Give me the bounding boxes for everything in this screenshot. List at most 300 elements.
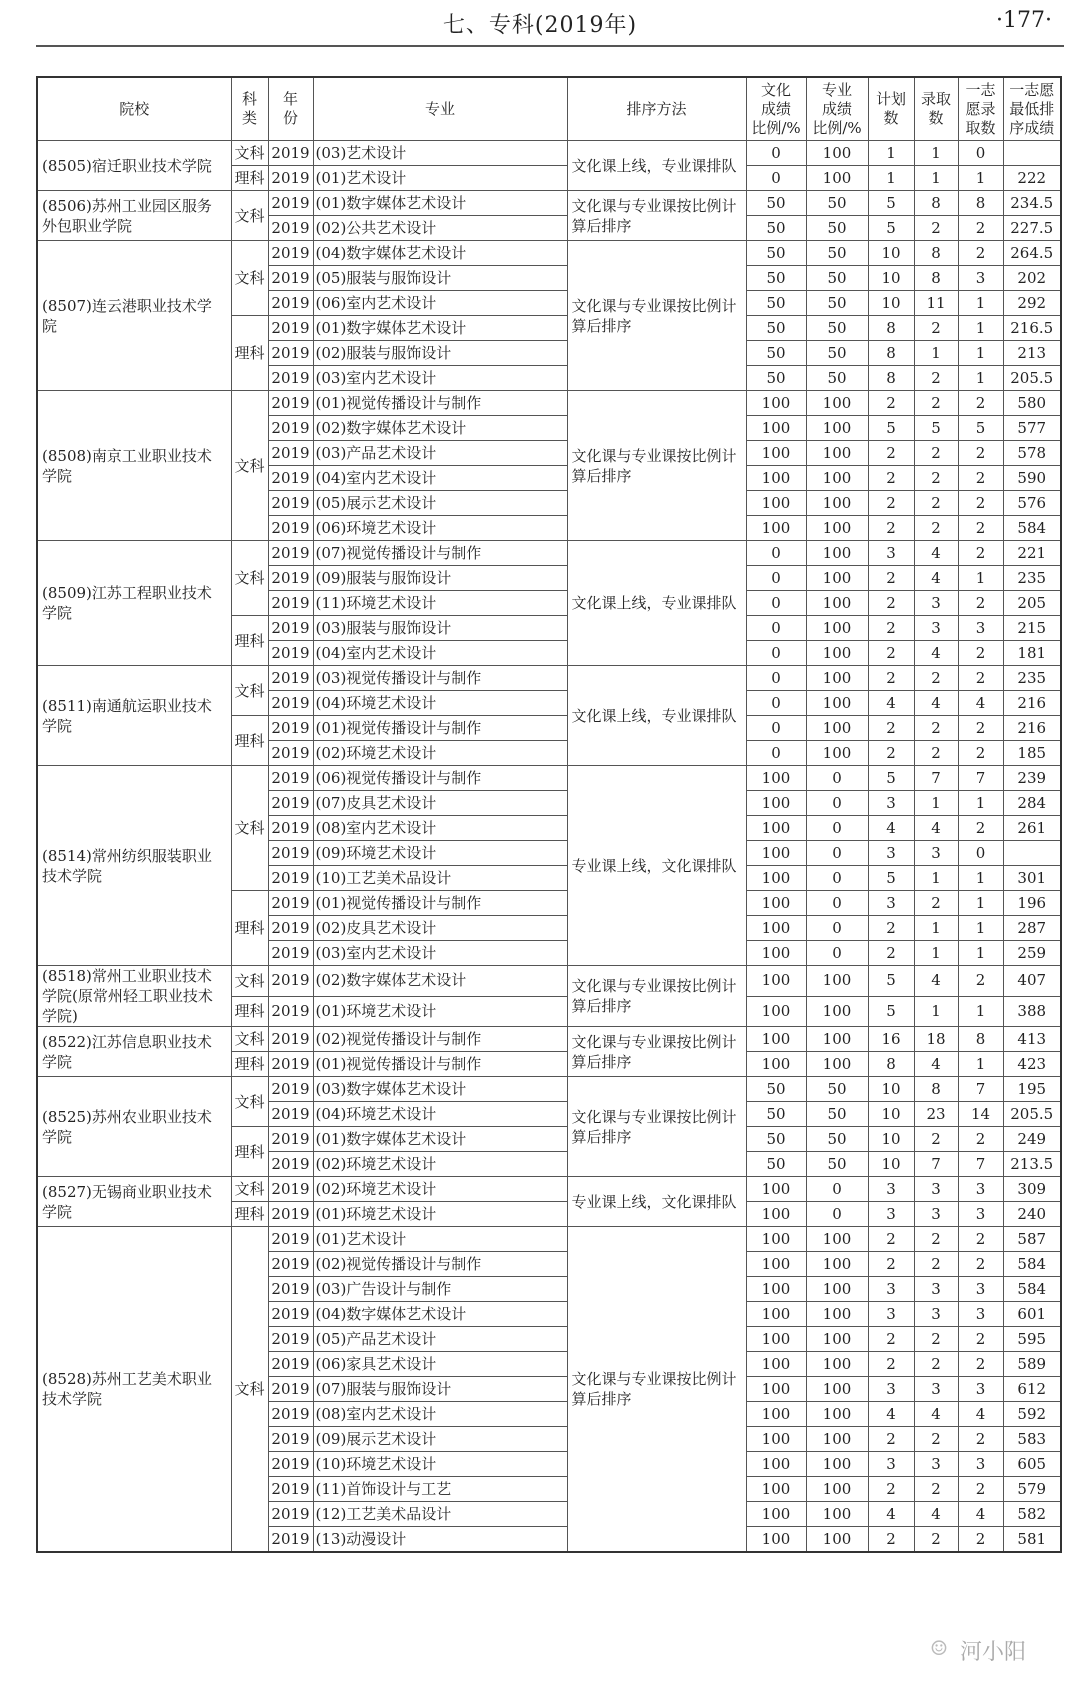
major-cell: (02)公共艺术设计 bbox=[313, 216, 567, 241]
first-choice-admitted-cell: 2 bbox=[958, 441, 1003, 466]
admitted-cell: 2 bbox=[914, 1127, 958, 1152]
first-choice-admitted-cell: 2 bbox=[958, 1127, 1003, 1152]
major-cell: (04)数字媒体艺术设计 bbox=[313, 241, 567, 266]
first-choice-admitted-cell: 2 bbox=[958, 1252, 1003, 1277]
admitted-cell: 4 bbox=[914, 1052, 958, 1077]
admitted-cell: 3 bbox=[914, 841, 958, 866]
plan-cell: 3 bbox=[868, 1377, 914, 1402]
plan-cell: 2 bbox=[868, 666, 914, 691]
plan-cell: 3 bbox=[868, 1177, 914, 1202]
plan-cell: 3 bbox=[868, 1302, 914, 1327]
col-major-ratio-header: 专业 成绩 比例/% bbox=[806, 77, 868, 141]
plan-cell: 16 bbox=[868, 1027, 914, 1052]
first-choice-admitted-cell: 4 bbox=[958, 1402, 1003, 1427]
major-cell: (02)皮具艺术设计 bbox=[313, 916, 567, 941]
culture-ratio-cell: 100 bbox=[746, 1227, 806, 1252]
culture-ratio-cell: 0 bbox=[746, 666, 806, 691]
year-cell: 2019 bbox=[268, 766, 313, 791]
watermark-text: 河小阳 bbox=[960, 1640, 1027, 1665]
culture-ratio-cell: 50 bbox=[746, 216, 806, 241]
first-choice-min-score-cell: 292 bbox=[1003, 291, 1061, 316]
major-ratio-cell: 100 bbox=[806, 741, 868, 766]
plan-cell: 2 bbox=[868, 566, 914, 591]
subject-type: 文科 bbox=[231, 191, 268, 241]
first-choice-admitted-cell: 2 bbox=[958, 666, 1003, 691]
major-cell: (02)环境艺术设计 bbox=[313, 1177, 567, 1202]
first-choice-admitted-cell: 3 bbox=[958, 1452, 1003, 1477]
admitted-cell: 3 bbox=[914, 1202, 958, 1227]
plan-cell: 10 bbox=[868, 1102, 914, 1127]
plan-cell: 1 bbox=[868, 141, 914, 166]
first-choice-admitted-cell: 1 bbox=[958, 996, 1003, 1027]
admitted-cell: 2 bbox=[914, 666, 958, 691]
subject-type: 理科 bbox=[231, 1052, 268, 1077]
major-cell: (04)室内艺术设计 bbox=[313, 641, 567, 666]
admitted-cell: 8 bbox=[914, 241, 958, 266]
plan-cell: 8 bbox=[868, 366, 914, 391]
plan-cell: 2 bbox=[868, 1352, 914, 1377]
first-choice-admitted-cell: 1 bbox=[958, 891, 1003, 916]
plan-cell: 2 bbox=[868, 616, 914, 641]
culture-ratio-cell: 100 bbox=[746, 766, 806, 791]
plan-cell: 3 bbox=[868, 791, 914, 816]
major-ratio-cell: 100 bbox=[806, 391, 868, 416]
school-name: (8522)江苏信息职业技术学院 bbox=[37, 1027, 231, 1077]
year-cell: 2019 bbox=[268, 1377, 313, 1402]
table-row bbox=[37, 1177, 1061, 1202]
first-choice-min-score-cell: 581 bbox=[1003, 1527, 1061, 1553]
sort-method: 文化课与专业课按比例计算后排序 bbox=[567, 966, 746, 1027]
culture-ratio-cell: 0 bbox=[746, 591, 806, 616]
first-choice-min-score-cell: 589 bbox=[1003, 1352, 1061, 1377]
culture-ratio-cell: 100 bbox=[746, 1027, 806, 1052]
first-choice-admitted-cell: 3 bbox=[958, 266, 1003, 291]
year-cell: 2019 bbox=[268, 566, 313, 591]
year-cell: 2019 bbox=[268, 491, 313, 516]
major-ratio-cell: 100 bbox=[806, 1452, 868, 1477]
major-cell: (09)服装与服饰设计 bbox=[313, 566, 567, 591]
year-cell: 2019 bbox=[268, 1527, 313, 1553]
first-choice-min-score-cell: 583 bbox=[1003, 1427, 1061, 1452]
major-ratio-cell: 100 bbox=[806, 716, 868, 741]
first-choice-min-score-cell: 584 bbox=[1003, 1277, 1061, 1302]
first-choice-min-score-cell: 580 bbox=[1003, 391, 1061, 416]
major-ratio-cell: 100 bbox=[806, 1052, 868, 1077]
first-choice-min-score-cell: 259 bbox=[1003, 941, 1061, 966]
culture-ratio-cell: 100 bbox=[746, 1252, 806, 1277]
year-cell: 2019 bbox=[268, 1327, 313, 1352]
first-choice-min-score-cell: 205.5 bbox=[1003, 366, 1061, 391]
plan-cell: 5 bbox=[868, 766, 914, 791]
plan-cell: 8 bbox=[868, 341, 914, 366]
major-cell: (01)艺术设计 bbox=[313, 166, 567, 191]
year-cell: 2019 bbox=[268, 1477, 313, 1502]
admitted-cell: 2 bbox=[914, 716, 958, 741]
plan-cell: 3 bbox=[868, 841, 914, 866]
culture-ratio-cell: 100 bbox=[746, 1177, 806, 1202]
major-ratio-cell: 100 bbox=[806, 1527, 868, 1553]
first-choice-min-score-cell: 413 bbox=[1003, 1027, 1061, 1052]
table-row bbox=[37, 191, 1061, 216]
year-cell: 2019 bbox=[268, 1102, 313, 1127]
year-cell: 2019 bbox=[268, 166, 313, 191]
plan-cell: 2 bbox=[868, 1327, 914, 1352]
school-name: (8506)苏州工业园区服务外包职业学院 bbox=[37, 191, 231, 241]
plan-cell: 2 bbox=[868, 466, 914, 491]
major-cell: (03)室内艺术设计 bbox=[313, 941, 567, 966]
year-cell: 2019 bbox=[268, 1227, 313, 1252]
first-choice-admitted-cell: 1 bbox=[958, 916, 1003, 941]
admitted-cell: 3 bbox=[914, 1452, 958, 1477]
plan-cell: 2 bbox=[868, 641, 914, 666]
year-cell: 2019 bbox=[268, 741, 313, 766]
major-ratio-cell: 100 bbox=[806, 996, 868, 1027]
plan-cell: 5 bbox=[868, 191, 914, 216]
year-cell: 2019 bbox=[268, 1202, 313, 1227]
major-ratio-cell: 100 bbox=[806, 1327, 868, 1352]
major-ratio-cell: 50 bbox=[806, 341, 868, 366]
major-cell: (01)视觉传播设计与制作 bbox=[313, 1052, 567, 1077]
major-ratio-cell: 50 bbox=[806, 1077, 868, 1102]
subject-type: 文科 bbox=[231, 141, 268, 166]
first-choice-min-score-cell: 235 bbox=[1003, 566, 1061, 591]
year-cell: 2019 bbox=[268, 341, 313, 366]
plan-cell: 5 bbox=[868, 966, 914, 997]
culture-ratio-cell: 100 bbox=[746, 1452, 806, 1477]
plan-cell: 2 bbox=[868, 1252, 914, 1277]
admitted-cell: 1 bbox=[914, 916, 958, 941]
col-sort-method-header: 排序方法 bbox=[567, 77, 746, 141]
plan-cell: 10 bbox=[868, 1077, 914, 1102]
admitted-cell: 2 bbox=[914, 366, 958, 391]
first-choice-admitted-cell: 2 bbox=[958, 741, 1003, 766]
culture-ratio-cell: 100 bbox=[746, 1402, 806, 1427]
first-choice-min-score-cell: 601 bbox=[1003, 1302, 1061, 1327]
culture-ratio-cell: 0 bbox=[746, 616, 806, 641]
school-name: (8509)江苏工程职业技术学院 bbox=[37, 541, 231, 666]
first-choice-min-score-cell bbox=[1003, 841, 1061, 866]
plan-cell: 2 bbox=[868, 1427, 914, 1452]
subject-type: 文科 bbox=[231, 666, 268, 716]
major-cell: (04)环境艺术设计 bbox=[313, 1102, 567, 1127]
culture-ratio-cell: 100 bbox=[746, 1202, 806, 1227]
culture-ratio-cell: 100 bbox=[746, 1327, 806, 1352]
major-ratio-cell: 100 bbox=[806, 416, 868, 441]
major-ratio-cell: 100 bbox=[806, 691, 868, 716]
culture-ratio-cell: 0 bbox=[746, 716, 806, 741]
major-ratio-cell: 50 bbox=[806, 291, 868, 316]
col-plan-header: 计划 数 bbox=[868, 77, 914, 141]
culture-ratio-cell: 100 bbox=[746, 1352, 806, 1377]
first-choice-min-score-cell: 576 bbox=[1003, 491, 1061, 516]
table-header-row bbox=[37, 77, 1061, 141]
major-ratio-cell: 100 bbox=[806, 541, 868, 566]
admitted-cell: 4 bbox=[914, 541, 958, 566]
major-cell: (01)数字媒体艺术设计 bbox=[313, 191, 567, 216]
col-culture-ratio-header: 文化 成绩 比例/% bbox=[746, 77, 806, 141]
first-choice-min-score-cell: 579 bbox=[1003, 1477, 1061, 1502]
culture-ratio-cell: 100 bbox=[746, 1302, 806, 1327]
major-cell: (01)视觉传播设计与制作 bbox=[313, 891, 567, 916]
first-choice-admitted-cell: 2 bbox=[958, 641, 1003, 666]
admitted-cell: 4 bbox=[914, 691, 958, 716]
year-cell: 2019 bbox=[268, 1027, 313, 1052]
wechat-icon: ☺ bbox=[930, 1636, 948, 1660]
culture-ratio-cell: 100 bbox=[746, 866, 806, 891]
first-choice-min-score-cell: 240 bbox=[1003, 1202, 1061, 1227]
first-choice-min-score-cell: 590 bbox=[1003, 466, 1061, 491]
plan-cell: 4 bbox=[868, 816, 914, 841]
year-cell: 2019 bbox=[268, 1502, 313, 1527]
year-cell: 2019 bbox=[268, 1302, 313, 1327]
major-ratio-cell: 100 bbox=[806, 591, 868, 616]
year-cell: 2019 bbox=[268, 366, 313, 391]
culture-ratio-cell: 0 bbox=[746, 541, 806, 566]
first-choice-min-score-cell: 592 bbox=[1003, 1402, 1061, 1427]
year-cell: 2019 bbox=[268, 316, 313, 341]
admitted-cell: 1 bbox=[914, 996, 958, 1027]
subject-type: 理科 bbox=[231, 1202, 268, 1227]
culture-ratio-cell: 100 bbox=[746, 816, 806, 841]
admitted-cell: 4 bbox=[914, 566, 958, 591]
first-choice-min-score-cell: 595 bbox=[1003, 1327, 1061, 1352]
major-cell: (07)服装与服饰设计 bbox=[313, 1377, 567, 1402]
culture-ratio-cell: 100 bbox=[746, 391, 806, 416]
plan-cell: 3 bbox=[868, 1277, 914, 1302]
first-choice-min-score-cell: 216.5 bbox=[1003, 316, 1061, 341]
culture-ratio-cell: 50 bbox=[746, 291, 806, 316]
sort-method: 文化课与专业课按比例计算后排序 bbox=[567, 241, 746, 391]
sort-method: 文化课与专业课按比例计算后排序 bbox=[567, 391, 746, 541]
year-cell: 2019 bbox=[268, 591, 313, 616]
first-choice-min-score-cell: 195 bbox=[1003, 1077, 1061, 1102]
major-ratio-cell: 0 bbox=[806, 816, 868, 841]
first-choice-admitted-cell: 1 bbox=[958, 866, 1003, 891]
year-cell: 2019 bbox=[268, 1252, 313, 1277]
culture-ratio-cell: 0 bbox=[746, 641, 806, 666]
subject-type: 文科 bbox=[231, 1227, 268, 1553]
year-cell: 2019 bbox=[268, 516, 313, 541]
first-choice-min-score-cell: 582 bbox=[1003, 1502, 1061, 1527]
plan-cell: 2 bbox=[868, 491, 914, 516]
first-choice-min-score-cell: 388 bbox=[1003, 996, 1061, 1027]
col-year-header: 年 份 bbox=[268, 77, 313, 141]
first-choice-admitted-cell: 8 bbox=[958, 191, 1003, 216]
major-ratio-cell: 0 bbox=[806, 866, 868, 891]
admitted-cell: 2 bbox=[914, 391, 958, 416]
culture-ratio-cell: 50 bbox=[746, 1102, 806, 1127]
first-choice-admitted-cell: 5 bbox=[958, 416, 1003, 441]
culture-ratio-cell: 100 bbox=[746, 941, 806, 966]
culture-ratio-cell: 100 bbox=[746, 791, 806, 816]
year-cell: 2019 bbox=[268, 616, 313, 641]
major-cell: (06)家具艺术设计 bbox=[313, 1352, 567, 1377]
major-cell: (02)环境艺术设计 bbox=[313, 741, 567, 766]
admitted-cell: 2 bbox=[914, 491, 958, 516]
first-choice-min-score-cell: 578 bbox=[1003, 441, 1061, 466]
major-ratio-cell: 0 bbox=[806, 1177, 868, 1202]
sort-method: 文化课与专业课按比例计算后排序 bbox=[567, 1077, 746, 1177]
plan-cell: 2 bbox=[868, 1527, 914, 1553]
sort-method: 文化课与专业课按比例计算后排序 bbox=[567, 191, 746, 241]
admitted-cell: 4 bbox=[914, 1502, 958, 1527]
first-choice-min-score-cell: 205 bbox=[1003, 591, 1061, 616]
subject-type: 文科 bbox=[231, 391, 268, 541]
admitted-cell: 2 bbox=[914, 1227, 958, 1252]
admitted-cell: 2 bbox=[914, 216, 958, 241]
major-cell: (03)视觉传播设计与制作 bbox=[313, 666, 567, 691]
subject-type: 理科 bbox=[231, 166, 268, 191]
admitted-cell: 8 bbox=[914, 1077, 958, 1102]
admitted-cell: 1 bbox=[914, 341, 958, 366]
admitted-cell: 1 bbox=[914, 791, 958, 816]
year-cell: 2019 bbox=[268, 466, 313, 491]
major-ratio-cell: 100 bbox=[806, 1252, 868, 1277]
major-ratio-cell: 100 bbox=[806, 566, 868, 591]
admitted-cell: 2 bbox=[914, 1477, 958, 1502]
subject-type: 文科 bbox=[231, 766, 268, 891]
admitted-cell: 7 bbox=[914, 1152, 958, 1177]
culture-ratio-cell: 0 bbox=[746, 741, 806, 766]
first-choice-admitted-cell: 2 bbox=[958, 541, 1003, 566]
first-choice-min-score-cell: 605 bbox=[1003, 1452, 1061, 1477]
major-cell: (05)产品艺术设计 bbox=[313, 1327, 567, 1352]
major-cell: (04)环境艺术设计 bbox=[313, 691, 567, 716]
culture-ratio-cell: 100 bbox=[746, 466, 806, 491]
table-row bbox=[37, 141, 1061, 166]
first-choice-admitted-cell: 3 bbox=[958, 1202, 1003, 1227]
first-choice-min-score-cell: 181 bbox=[1003, 641, 1061, 666]
major-cell: (10)工艺美术品设计 bbox=[313, 866, 567, 891]
major-ratio-cell: 100 bbox=[806, 641, 868, 666]
first-choice-admitted-cell: 2 bbox=[958, 1352, 1003, 1377]
first-choice-min-score-cell: 216 bbox=[1003, 716, 1061, 741]
plan-cell: 10 bbox=[868, 291, 914, 316]
first-choice-admitted-cell: 3 bbox=[958, 1377, 1003, 1402]
culture-ratio-cell: 50 bbox=[746, 366, 806, 391]
first-choice-admitted-cell: 7 bbox=[958, 766, 1003, 791]
first-choice-min-score-cell: 584 bbox=[1003, 516, 1061, 541]
plan-cell: 2 bbox=[868, 916, 914, 941]
year-cell: 2019 bbox=[268, 541, 313, 566]
first-choice-admitted-cell: 2 bbox=[958, 516, 1003, 541]
major-ratio-cell: 100 bbox=[806, 1502, 868, 1527]
year-cell: 2019 bbox=[268, 1152, 313, 1177]
year-cell: 2019 bbox=[268, 641, 313, 666]
year-cell: 2019 bbox=[268, 1452, 313, 1477]
col-major-header: 专业 bbox=[313, 77, 567, 141]
header-divider bbox=[36, 45, 1064, 47]
major-ratio-cell: 100 bbox=[806, 491, 868, 516]
major-cell: (03)服装与服饰设计 bbox=[313, 616, 567, 641]
major-cell: (08)室内艺术设计 bbox=[313, 1402, 567, 1427]
culture-ratio-cell: 50 bbox=[746, 1127, 806, 1152]
major-ratio-cell: 0 bbox=[806, 791, 868, 816]
admitted-cell: 3 bbox=[914, 1302, 958, 1327]
first-choice-admitted-cell: 3 bbox=[958, 1302, 1003, 1327]
year-cell: 2019 bbox=[268, 816, 313, 841]
major-cell: (01)视觉传播设计与制作 bbox=[313, 391, 567, 416]
major-ratio-cell: 50 bbox=[806, 1152, 868, 1177]
admitted-cell: 5 bbox=[914, 416, 958, 441]
first-choice-min-score-cell: 309 bbox=[1003, 1177, 1061, 1202]
year-cell: 2019 bbox=[268, 241, 313, 266]
admitted-cell: 2 bbox=[914, 1527, 958, 1553]
admitted-cell: 8 bbox=[914, 191, 958, 216]
first-choice-admitted-cell: 1 bbox=[958, 791, 1003, 816]
first-choice-admitted-cell: 2 bbox=[958, 1527, 1003, 1553]
plan-cell: 1 bbox=[868, 166, 914, 191]
culture-ratio-cell: 50 bbox=[746, 1152, 806, 1177]
major-ratio-cell: 0 bbox=[806, 941, 868, 966]
school-name: (8527)无锡商业职业技术学院 bbox=[37, 1177, 231, 1227]
admitted-cell: 2 bbox=[914, 466, 958, 491]
plan-cell: 2 bbox=[868, 1477, 914, 1502]
year-cell: 2019 bbox=[268, 141, 313, 166]
admitted-cell: 2 bbox=[914, 316, 958, 341]
major-ratio-cell: 100 bbox=[806, 1352, 868, 1377]
page-title: 七、专科(2019年) bbox=[442, 13, 638, 38]
admitted-cell: 2 bbox=[914, 1252, 958, 1277]
major-cell: (09)展示艺术设计 bbox=[313, 1427, 567, 1452]
col-subject-type-header: 科 类 bbox=[231, 77, 268, 141]
year-cell: 2019 bbox=[268, 1052, 313, 1077]
admitted-cell: 2 bbox=[914, 741, 958, 766]
plan-cell: 3 bbox=[868, 891, 914, 916]
col-admitted-header: 录取 数 bbox=[914, 77, 958, 141]
major-cell: (03)数字媒体艺术设计 bbox=[313, 1077, 567, 1102]
plan-cell: 5 bbox=[868, 216, 914, 241]
major-ratio-cell: 100 bbox=[806, 1027, 868, 1052]
major-ratio-cell: 100 bbox=[806, 141, 868, 166]
culture-ratio-cell: 100 bbox=[746, 1527, 806, 1553]
culture-ratio-cell: 50 bbox=[746, 241, 806, 266]
major-ratio-cell: 0 bbox=[806, 766, 868, 791]
first-choice-admitted-cell: 4 bbox=[958, 1502, 1003, 1527]
major-cell: (13)动漫设计 bbox=[313, 1527, 567, 1553]
year-cell: 2019 bbox=[268, 691, 313, 716]
subject-type: 文科 bbox=[231, 1027, 268, 1052]
admitted-cell: 4 bbox=[914, 1402, 958, 1427]
major-ratio-cell: 0 bbox=[806, 891, 868, 916]
first-choice-min-score-cell: 227.5 bbox=[1003, 216, 1061, 241]
major-cell: (07)皮具艺术设计 bbox=[313, 791, 567, 816]
first-choice-admitted-cell: 1 bbox=[958, 1052, 1003, 1077]
major-cell: (11)首饰设计与工艺 bbox=[313, 1477, 567, 1502]
col-first-choice-min-score-header: 一志愿 最低排 序成绩 bbox=[1003, 77, 1061, 141]
sort-method: 文化课与专业课按比例计算后排序 bbox=[567, 1227, 746, 1553]
admitted-cell: 11 bbox=[914, 291, 958, 316]
first-choice-min-score-cell bbox=[1003, 141, 1061, 166]
first-choice-admitted-cell: 1 bbox=[958, 166, 1003, 191]
major-cell: (01)环境艺术设计 bbox=[313, 996, 567, 1027]
admitted-cell: 3 bbox=[914, 1177, 958, 1202]
first-choice-min-score-cell: 213.5 bbox=[1003, 1152, 1061, 1177]
year-cell: 2019 bbox=[268, 716, 313, 741]
first-choice-admitted-cell: 7 bbox=[958, 1077, 1003, 1102]
admitted-cell: 2 bbox=[914, 891, 958, 916]
first-choice-min-score-cell: 222 bbox=[1003, 166, 1061, 191]
first-choice-admitted-cell: 2 bbox=[958, 1477, 1003, 1502]
major-ratio-cell: 100 bbox=[806, 966, 868, 997]
major-cell: (01)艺术设计 bbox=[313, 1227, 567, 1252]
school-name: (8507)连云港职业技术学院 bbox=[37, 241, 231, 391]
culture-ratio-cell: 0 bbox=[746, 166, 806, 191]
first-choice-min-score-cell: 301 bbox=[1003, 866, 1061, 891]
year-cell: 2019 bbox=[268, 1177, 313, 1202]
first-choice-admitted-cell: 14 bbox=[958, 1102, 1003, 1127]
plan-cell: 2 bbox=[868, 1227, 914, 1252]
